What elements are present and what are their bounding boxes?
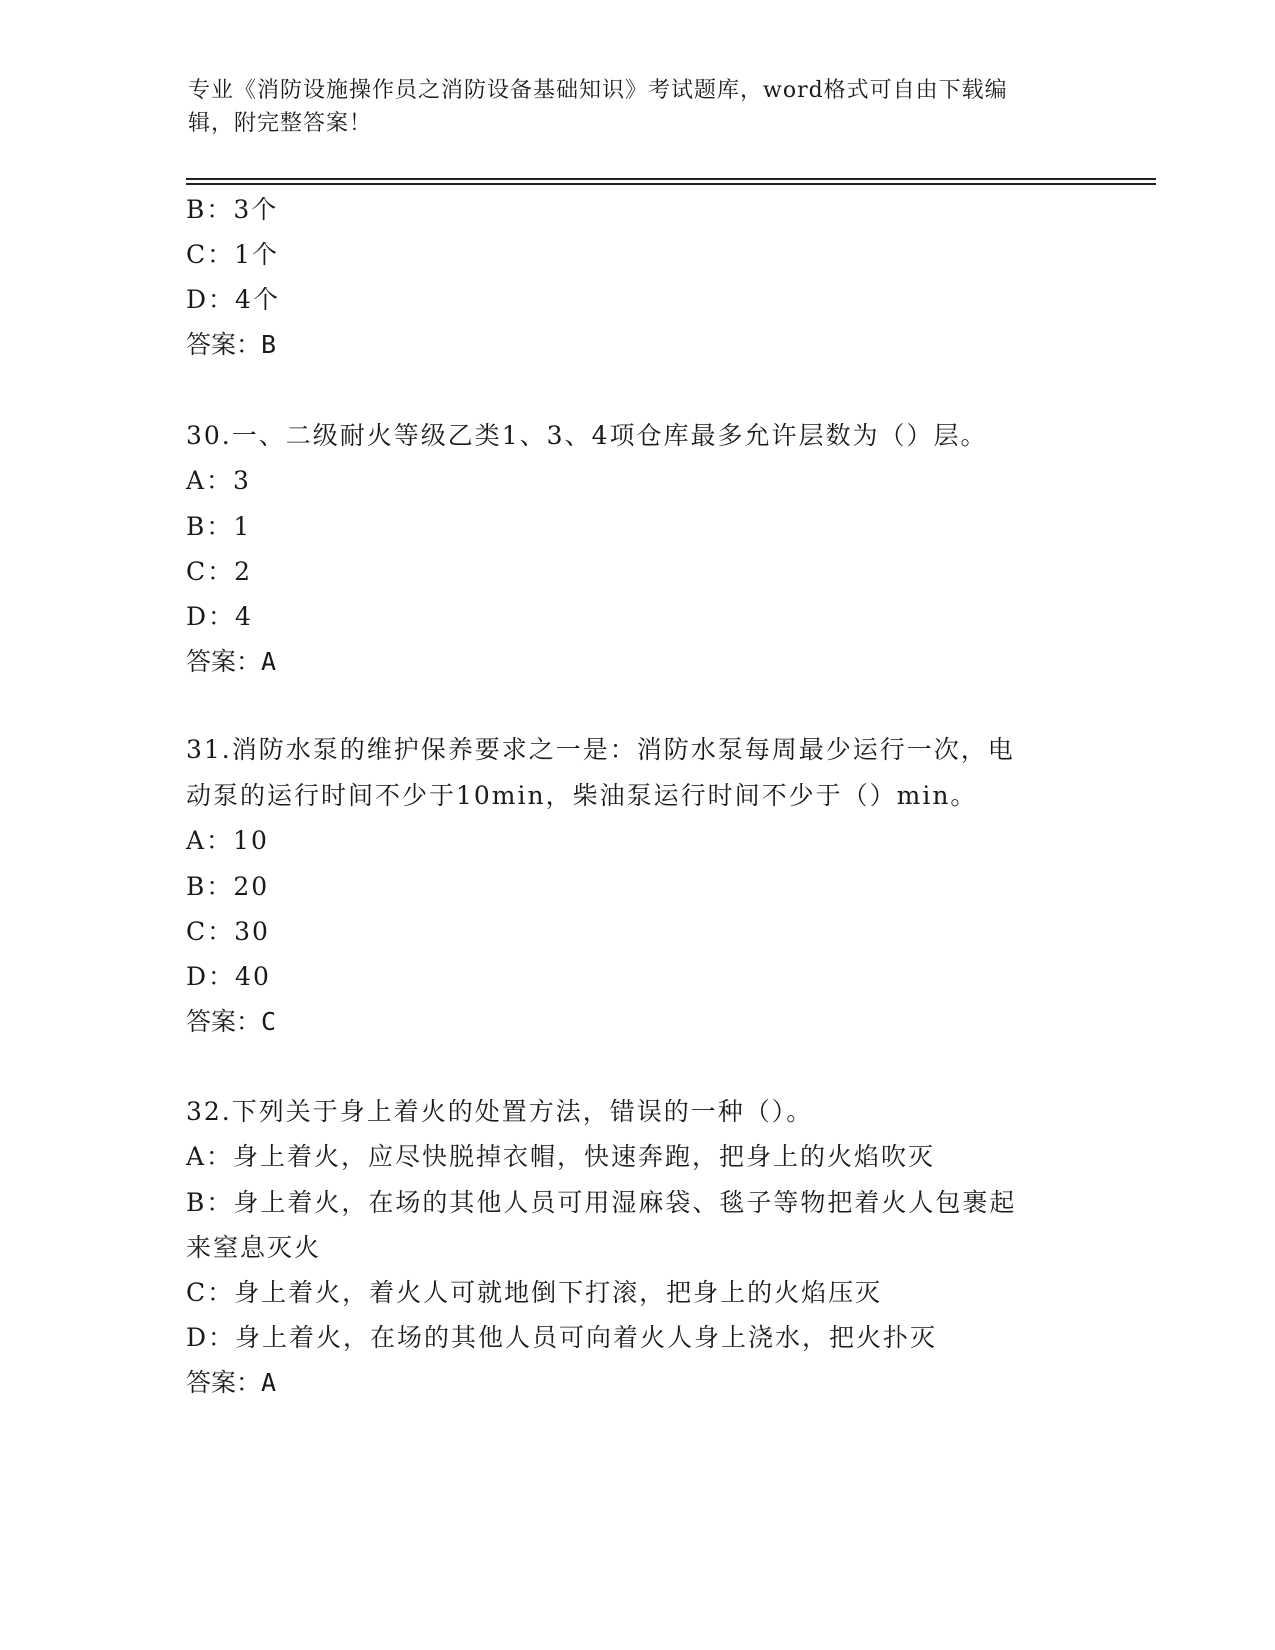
q32-stem: 32.下列关于身上着火的处置方法，错误的一种（）。	[186, 1097, 814, 1126]
q30-option-c: C：2	[186, 557, 253, 586]
q30-stem: 30.一、二级耐火等级乙类1、3、4项仓库最多允许层数为（）层。	[186, 421, 988, 450]
q31-stem-line-1: 31.消防水泵的维护保养要求之一是：消防水泵每周最少运行一次，电	[186, 735, 1015, 764]
q32-option-b-line-1: B：身上着火，在场的其他人员可用湿麻袋、毯子等物把着火人包裹起	[186, 1188, 1017, 1217]
q30-answer: 答案：A	[186, 647, 277, 676]
header-line-1: 专业《消防设施操作员之消防设备基础知识》考试题库，word格式可自由下载编	[188, 78, 1008, 103]
q29-option-c: C：1个	[186, 240, 280, 269]
q31-answer: 答案：C	[186, 1007, 277, 1036]
q32-option-a: A：身上着火，应尽快脱掉衣帽，快速奔跑，把身上的火焰吹灭	[186, 1142, 936, 1171]
q32-answer: 答案：A	[186, 1368, 277, 1397]
q30-option-b: B：1	[186, 512, 252, 541]
q32-option-d: D：身上着火，在场的其他人员可向着火人身上浇水，把火扑灭	[186, 1323, 938, 1352]
q31-option-c: C：30	[186, 917, 270, 946]
header-rule-top	[186, 178, 1156, 180]
header-line-2: 辑，附完整答案！	[188, 111, 373, 136]
q29-option-b: B：3个	[186, 195, 279, 224]
q31-option-b: B：20	[186, 872, 270, 901]
q31-option-d: D：40	[186, 962, 271, 991]
q32-option-c: C：身上着火，着火人可就地倒下打滚，把身上的火焰压灭	[186, 1278, 883, 1307]
q29-option-d: D：4个	[186, 285, 280, 314]
q31-option-a: A：10	[186, 826, 269, 855]
q29-answer: 答案：B	[186, 330, 277, 359]
q31-stem-line-2: 动泵的运行时间不少于10min，柴油泵运行时间不少于（）min。	[186, 781, 978, 810]
q30-option-d: D：4	[186, 602, 253, 631]
header-rule-bottom	[186, 183, 1156, 185]
q30-option-a: A：3	[186, 466, 251, 495]
document-header	[188, 74, 1068, 140]
q32-option-b-line-2: 来窒息灭火	[186, 1233, 322, 1262]
